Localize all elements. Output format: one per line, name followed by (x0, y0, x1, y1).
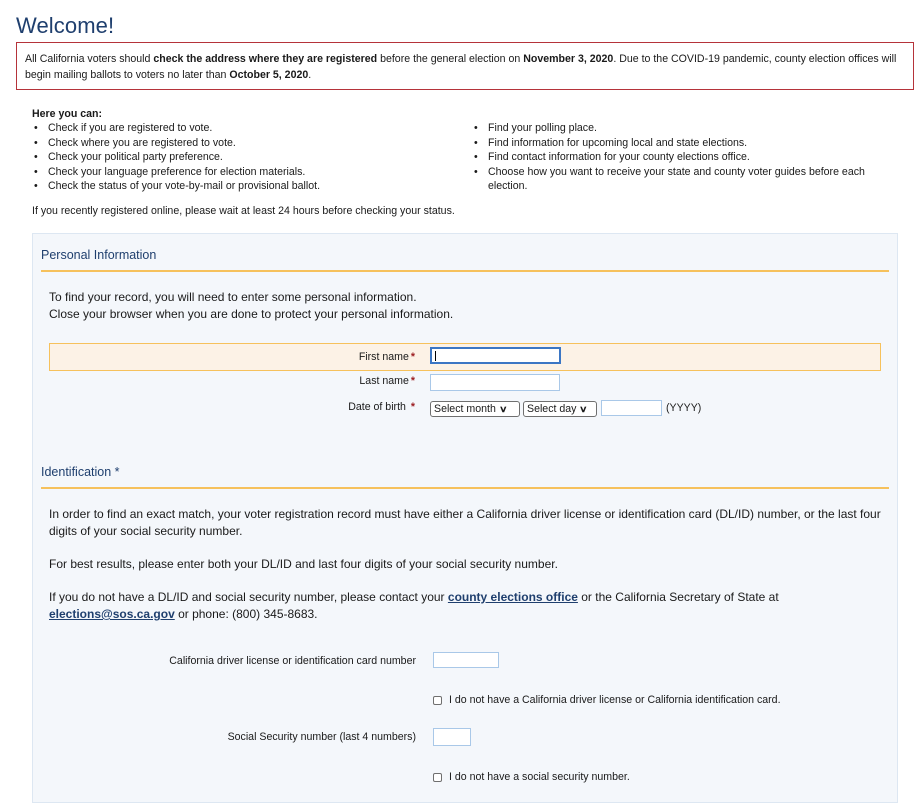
birth-day-value: Select day (527, 403, 577, 415)
dob-label-text: Date of birth (348, 401, 406, 413)
identification-heading: Identification * (41, 465, 889, 489)
here-you-can-heading: Here you can: (32, 108, 103, 120)
list-item: • Check the status of your vote-by-mail or provisional ballot. (32, 179, 452, 194)
list-item: • Find your polling place. (472, 121, 892, 136)
list-item: • Find contact information for your county elections office. (472, 150, 892, 165)
alert-text: All California voters should (25, 53, 154, 65)
personal-information-heading: Personal Information (41, 248, 889, 272)
alert-bold-address: check the address where they are registered (153, 53, 378, 65)
text-caret (435, 351, 436, 361)
elections-email-link[interactable]: elections@sos.ca.gov (49, 607, 175, 621)
birth-month-value: Select month (434, 403, 496, 415)
ssn-label: Social Security number (last 4 numbers) (227, 731, 416, 743)
required-marker: * (410, 375, 415, 387)
last-name-label (359, 375, 415, 387)
list-item: • Check where you are registered to vote. (32, 136, 452, 151)
contact-text: or phone: (800) 345-8683. (174, 607, 318, 621)
capabilities-list-right (472, 121, 892, 194)
alert-text: . Due to the COVID-19 pandemic, county election offices will begin mailing ballots to voters no later than (25, 53, 897, 81)
list-item: • Find information for upcoming local and state elections. (472, 136, 892, 151)
driver-license-label: California driver license or identification card number (169, 655, 416, 667)
year-format-hint: (YYYY) (666, 402, 702, 414)
personal-instructions-line: To find your record, you will need to enter some personal information. (49, 290, 417, 304)
contact-text: or the California Secretary of State at (577, 590, 779, 604)
required-marker: * (410, 401, 415, 413)
no-driver-license-checkbox[interactable] (433, 696, 442, 705)
county-elections-office-link[interactable]: county elections office (447, 590, 578, 604)
required-marker: * (410, 351, 415, 363)
personal-instructions-line: Close your browser when you are done to protect your personal information. (49, 307, 454, 321)
no-driver-license-checkbox-row[interactable] (433, 694, 781, 706)
last-name-input[interactable] (430, 374, 560, 391)
identification-best-results: For best results, please enter both your DL/ID and last four digits of your social security number. (49, 557, 558, 571)
contact-text: If you do not have a DL/ID and social security number, please contact your (49, 590, 448, 604)
first-name-label-text: First name (358, 351, 409, 363)
no-driver-license-label[interactable]: I do not have a California driver license or California identification card. (449, 694, 781, 706)
identification-intro: In order to find an exact match, your voter registration record must have either a California driver license or identification card (DL/ID) number, or the last four digits of your social security number. (49, 507, 881, 538)
list-item: • Check your political party preference. (32, 150, 452, 165)
first-name-input[interactable] (430, 347, 561, 364)
chevron-down-icon: ∨ (579, 404, 589, 414)
birth-month-select[interactable] (430, 401, 520, 417)
page-title: Welcome! (16, 13, 115, 38)
alert-text: before the general election on (377, 53, 524, 65)
alert-bold-election-date: November 3, 2020 (523, 53, 614, 65)
no-ssn-label[interactable]: I do not have a social security number. (449, 771, 630, 783)
birth-day-select[interactable] (523, 401, 597, 417)
alert-text: . (308, 69, 312, 81)
ssn-last4-input[interactable] (433, 728, 471, 746)
birth-year-input[interactable] (601, 400, 662, 416)
date-of-birth-label (348, 401, 415, 413)
capabilities-list-left (32, 121, 452, 194)
identification-contact (49, 589, 889, 623)
registration-wait-note: If you recently registered online, please wait at least 24 hours before checking your status. (32, 205, 455, 217)
election-alert (16, 42, 914, 90)
list-item: • Choose how you want to receive your state and county voter guides before each election. (472, 165, 892, 194)
no-ssn-checkbox[interactable] (433, 773, 442, 782)
no-ssn-checkbox-row[interactable] (433, 771, 630, 783)
last-name-label-text: Last name (359, 375, 409, 387)
list-item: • Check your language preference for election materials. (32, 165, 452, 180)
personal-instructions (49, 289, 889, 323)
alert-bold-mailing-date: October 5, 2020 (229, 69, 309, 81)
lookup-form-panel (32, 233, 898, 803)
chevron-down-icon: ∨ (498, 404, 508, 414)
list-item: • Check if you are registered to vote. (32, 121, 452, 136)
first-name-label (359, 351, 415, 363)
driver-license-input[interactable] (433, 652, 499, 668)
